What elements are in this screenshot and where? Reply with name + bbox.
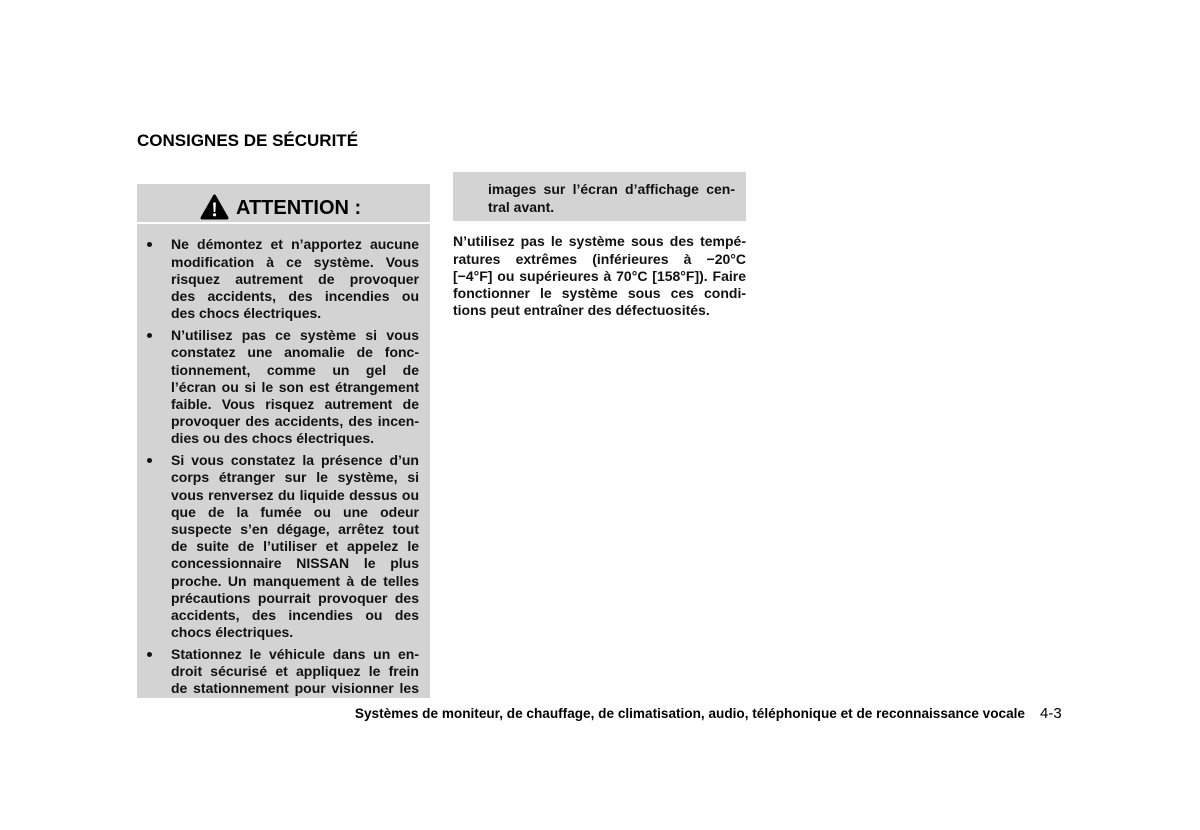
bullet-marker (147, 458, 152, 463)
bullet-line: faible. Vous risquez autrement de (171, 395, 419, 412)
attention-header (137, 184, 430, 222)
bullet-line: l’écran ou si le son est étrangement (171, 378, 419, 395)
attention-bullet (171, 236, 419, 322)
bullet-line: accidents, des incendies ou des (171, 606, 419, 623)
bullet-line: suspecte s’en dégage, arrêtez tout (171, 520, 419, 537)
page-number: 4-3 (1040, 705, 1062, 723)
attention-bullet (171, 452, 419, 641)
bullet-line: que de la fumée ou une odeur (171, 503, 419, 520)
footer-chapter-title: Systèmes de moniteur, de chauffage, de climatisation, audio, téléphonique et de reconnaissance vocale (354, 706, 1025, 722)
section-title: CONSIGNES DE SÉCURITÉ (137, 131, 359, 150)
bullet-line: tionnement, comme un gel de (171, 361, 419, 378)
body-paragraph (453, 233, 746, 319)
bullet-line: concessionnaire NISSAN le plus (171, 555, 419, 572)
attention-bullet (171, 646, 419, 698)
bullet-line: Ne démontez et n’apportez aucune (171, 236, 419, 253)
attention-box (137, 184, 430, 698)
bullet-line: constatez une anomalie de fonc- (171, 344, 419, 361)
bullet-line: Si vous constatez la présence d’un (171, 452, 419, 469)
paragraph-line: [−4°F] ou supérieures à 70°C [158°F]). Faire (453, 267, 746, 284)
bullet-line: chocs électriques. (171, 624, 294, 641)
bullet-line: Stationnez le véhicule dans un en- (171, 646, 419, 663)
bullet-marker (147, 652, 152, 657)
bullet-line: des chocs électriques. (171, 305, 322, 322)
bullet-line: des accidents, des incendies ou (171, 287, 419, 304)
attention-heading: ATTENTION : (236, 197, 362, 219)
paragraph-line: ratures extrêmes (inférieures à −20°C (453, 250, 746, 267)
bullet-line: vous renversez du liquide dessus ou (171, 486, 419, 503)
bullet-line: modification à ce système. Vous (171, 253, 419, 270)
bullet-line: précautions pourrait provoquer des (171, 589, 419, 606)
attention-bullet (171, 327, 419, 447)
attention-continuation-text (488, 181, 735, 215)
bullet-line: provoquer des accidents, des incen- (171, 413, 419, 430)
bullet-line: risquez autrement de provoquer (171, 270, 419, 287)
attention-body (137, 224, 430, 698)
bullet-line: proche. Un manquement à de telles (171, 572, 419, 589)
paragraph-line: N’utilisez pas le système sous des tempé- (453, 233, 746, 250)
bullet-line: dies ou des chocs électriques. (171, 430, 375, 447)
bullet-line: de stationnement pour visionner les (171, 680, 419, 697)
warning-triangle-icon (200, 194, 229, 220)
continuation-line: tral avant. (488, 198, 555, 215)
bullet-line: de suite de l’utiliser et appelez le (171, 538, 419, 555)
continuation-line: images sur l’écran d’affichage cen- (488, 181, 735, 198)
attention-continuation-box (453, 172, 746, 221)
bullet-line: N’utilisez pas ce système si vous (171, 327, 419, 344)
bullet-marker (147, 242, 152, 247)
bullet-marker (147, 333, 152, 338)
paragraph-line: fonctionner le système sous ces condi- (453, 284, 746, 301)
paragraph-line: tions peut entraîner des défectuosités. (453, 302, 710, 319)
bullet-line: droit sécurisé et appliquez le frein (171, 663, 419, 680)
bullet-line: corps étranger sur le système, si (171, 469, 419, 486)
